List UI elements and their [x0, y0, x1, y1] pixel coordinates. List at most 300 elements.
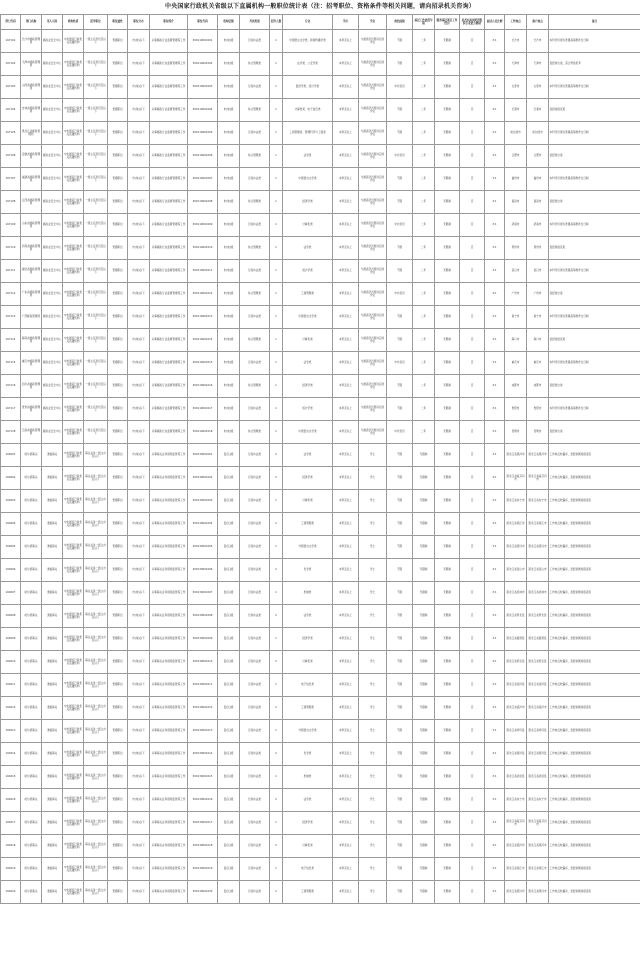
table-cell: 3:1: [485, 421, 505, 444]
table-cell: 本科及以上: [333, 536, 359, 559]
table-row: [1, 260, 640, 283]
table-row: [1, 398, 640, 421]
table-cell: 本科及以上: [333, 30, 359, 53]
table-cell: 中央国家行政机关直属机构: [63, 605, 84, 628]
table-cell: 本科及以上: [333, 76, 359, 99]
table-cell: 300130001019: [188, 858, 218, 881]
table-cell: 300110001002: [188, 53, 218, 76]
table-cell: 167108: [1, 191, 21, 214]
table-cell: 否: [460, 766, 485, 789]
table-cell: 哈尔滨海关: [21, 766, 42, 789]
table-cell: 169219: [1, 858, 21, 881]
table-cell: 300110001001: [188, 30, 218, 53]
table-row: [1, 283, 640, 306]
table-cell: 海关业务一级主办及以下: [84, 835, 108, 858]
table-cell: 中央国家行政机关直属机构: [63, 145, 84, 168]
table-cell: 黑龙江省黑河市: [527, 444, 549, 467]
table-cell: 市(地)以下: [128, 53, 150, 76]
table-cell: 海关业务一级主办及以下: [84, 582, 108, 605]
table-cell: 综合管理类: [240, 329, 270, 352]
table-cell: 工作地点较偏远，需经常倒班值夜班: [549, 559, 640, 582]
column-header: 机构层级: [218, 15, 240, 30]
table-cell: 县(区)级: [218, 858, 240, 881]
table-cell: 中央国家行政机关直属机构: [63, 375, 84, 398]
table-cell: 市(地)以下: [128, 513, 150, 536]
table-cell: 中央国家行政机关直属机构: [63, 674, 84, 697]
table-cell: 重庆市: [505, 352, 527, 375]
table-cell: 否: [460, 513, 485, 536]
table-cell: 河南省邮政管理局: [21, 237, 42, 260]
table-cell: 本科及以上: [333, 766, 359, 789]
table-cell: 长春市: [527, 99, 549, 122]
table-cell: 学士: [359, 467, 387, 490]
column-header: 职位代码: [188, 15, 218, 30]
table-cell: 3:1: [485, 881, 505, 904]
table-cell: 县(区)级: [218, 674, 240, 697]
table-cell: 普通职位: [108, 467, 128, 490]
table-cell: 南宁市: [505, 306, 527, 329]
table-cell: 中央国家行政机关直属机构: [63, 490, 84, 513]
table-cell: 2: [270, 444, 283, 467]
table-cell: 3:1: [485, 582, 505, 605]
table-cell: 无限制: [435, 306, 460, 329]
table-cell: 市(地)以下: [128, 375, 150, 398]
table-cell: 无限制: [413, 881, 435, 904]
table-cell: 3:1: [485, 766, 505, 789]
table-cell: 市(地)以下: [128, 812, 150, 835]
table-cell: 本科及以上: [333, 490, 359, 513]
column-header: 部门代码: [1, 15, 21, 30]
table-cell: 中央国家行政机关直属机构: [63, 122, 84, 145]
table-cell: 普通职位: [108, 145, 128, 168]
table-cell: 市(地)级: [218, 421, 240, 444]
table-cell: 3:1: [485, 191, 505, 214]
table-cell: 3:1: [485, 260, 505, 283]
table-cell: 普通职位: [108, 30, 128, 53]
table-cell: 综合管理类: [240, 237, 270, 260]
table-cell: 行政执法类: [240, 536, 270, 559]
table-cell: 169216: [1, 789, 21, 812]
table-cell: 300130001004: [188, 513, 218, 536]
table-cell: 167111: [1, 260, 21, 283]
table-cell: 不限: [387, 697, 413, 720]
table-cell: 与最高学历相对应的学位: [359, 375, 387, 398]
table-cell: 否: [460, 122, 485, 145]
table-cell: 169203: [1, 490, 21, 513]
table-cell: 从事海关业务现场监管等工作: [150, 467, 188, 490]
table-cell: 行政执法类: [240, 605, 270, 628]
table-cell: 1: [270, 76, 283, 99]
table-cell: 否: [460, 467, 485, 490]
table-cell: 中央国家行政机关直属机构: [63, 30, 84, 53]
table-cell: 法学类: [283, 605, 333, 628]
table-cell: 黑龙江省绥芬河市: [527, 812, 549, 835]
table-cell: 四川省邮政管理局: [21, 375, 42, 398]
table-cell: 无限制: [435, 582, 460, 605]
table-cell: 统计学类: [283, 260, 333, 283]
table-cell: 哈尔滨海关: [21, 513, 42, 536]
table-cell: 黑龙江省绥芬河市: [527, 467, 549, 490]
table-cell: 本科及以上: [333, 398, 359, 421]
table-cell: 300130001013: [188, 720, 218, 743]
table-cell: 计算机类: [283, 490, 333, 513]
table-cell: 黑龙江省抚远市: [505, 536, 527, 559]
table-row: [1, 30, 640, 53]
table-cell: 不限: [387, 582, 413, 605]
table-row: [1, 306, 640, 329]
table-cell: 普通职位: [108, 398, 128, 421]
table-cell: 行政执法类: [240, 651, 270, 674]
table-cell: 中央国家行政机关直属机构: [63, 191, 84, 214]
table-cell: 中共党员: [387, 352, 413, 375]
table-cell: 中共党员: [387, 283, 413, 306]
table-cell: 否: [460, 490, 485, 513]
table-cell: 县(区)级: [218, 812, 240, 835]
table-cell: 无限制: [413, 697, 435, 720]
table-cell: 3:1: [485, 720, 505, 743]
table-cell: 黑龙江省同江市: [505, 858, 527, 881]
table-cell: 中央国家行政机关直属机构: [63, 536, 84, 559]
table-cell: 中央国家行政机关直属机构: [63, 766, 84, 789]
table-cell: 工作地点较偏远，需经常倒班值夜班: [549, 536, 640, 559]
table-cell: 市(地)以下: [128, 122, 150, 145]
table-cell: 无限制: [435, 720, 460, 743]
table-cell: 二年: [413, 398, 435, 421]
table-cell: 长沙市邮政管理局: [21, 30, 42, 53]
table-cell: 市(地)级: [218, 237, 240, 260]
table-cell: 3:1: [485, 835, 505, 858]
table-cell: 167112: [1, 283, 21, 306]
table-cell: 哈尔滨海关: [21, 720, 42, 743]
table-cell: 普通职位: [108, 260, 128, 283]
column-header: 职位简介: [150, 15, 188, 30]
table-cell: 市(地)以下: [128, 191, 150, 214]
table-cell: 从事海关业务现场监管等工作: [150, 651, 188, 674]
table-cell: 本科及以上: [333, 743, 359, 766]
table-cell: 本科及以上: [333, 122, 359, 145]
table-cell: 中央国家行政机关直属机构: [63, 214, 84, 237]
table-cell: 市(地)以下: [128, 605, 150, 628]
table-cell: 黑龙江省绥芬河市: [505, 467, 527, 490]
table-cell: 武汉市: [527, 260, 549, 283]
table-cell: 学士: [359, 881, 387, 904]
table-cell: 市(地)级: [218, 329, 240, 352]
table-cell: 不限: [387, 122, 413, 145]
table-cell: 二年: [413, 122, 435, 145]
table-cell: 市(地)以下: [128, 306, 150, 329]
table-cell: 法学类: [283, 352, 333, 375]
table-cell: 市(地)以下: [128, 536, 150, 559]
table-cell: 167106: [1, 145, 21, 168]
table-cell: 县(区)级: [218, 628, 240, 651]
table-cell: 市(地)以下: [128, 720, 150, 743]
table-cell: 哈尔滨海关: [21, 674, 42, 697]
table-cell: 湖北省邮政管理局: [21, 260, 42, 283]
table-cell: 不限: [387, 812, 413, 835]
table-cell: 行政执法类: [240, 812, 270, 835]
table-cell: 与最高学历相对应的学位: [359, 30, 387, 53]
table-cell: 从事邮政行业监督管理等工作: [150, 168, 188, 191]
table-cell: 1: [270, 536, 283, 559]
table-cell: 从事海关业务现场监管等工作: [150, 858, 188, 881]
table-cell: 市(地)以下: [128, 674, 150, 697]
table-cell: 工作地点较偏远，需经常倒班值夜班: [549, 835, 640, 858]
table-cell: 广州市: [505, 283, 527, 306]
table-cell: 县(区)级: [218, 513, 240, 536]
table-cell: 法学类: [283, 145, 333, 168]
table-cell: 普通职位: [108, 53, 128, 76]
table-cell: 普通职位: [108, 421, 128, 444]
table-cell: 与最高学历相对应的学位: [359, 237, 387, 260]
table-cell: 无限制: [435, 76, 460, 99]
table-cell: 海关业务一级主办及以下: [84, 536, 108, 559]
table-cell: 一级主任科员及以下: [84, 122, 108, 145]
table-cell: 300130001012: [188, 697, 218, 720]
table-cell: 300110001018: [188, 421, 218, 444]
table-cell: 黑龙江省呼玛县: [505, 720, 527, 743]
table-cell: 福州市: [527, 168, 549, 191]
table-cell: 行政执法类: [240, 352, 270, 375]
table-cell: 市(地)以下: [128, 444, 150, 467]
table-cell: 一级主任科员及以下: [84, 329, 108, 352]
table-cell: 学士: [359, 720, 387, 743]
table-row: [1, 99, 640, 122]
table-cell: 工商管理类: [283, 697, 333, 720]
table-cell: 需经常出差: [549, 421, 640, 444]
table-cell: 邮政业安全中心: [42, 99, 63, 122]
table-cell: 169205: [1, 536, 21, 559]
table-cell: 经济学类、统计学类: [283, 76, 333, 99]
table-cell: 否: [460, 76, 485, 99]
table-cell: 一级主任科员及以下: [84, 214, 108, 237]
column-header: 学位: [359, 15, 387, 30]
table-cell: 邮政业安全中心: [42, 30, 63, 53]
table-cell: 不限: [387, 628, 413, 651]
table-cell: 行政执法类: [240, 582, 270, 605]
table-cell: 黑龙江省东宁市: [527, 789, 549, 812]
table-cell: 黑龙江省漠河市: [505, 697, 527, 720]
table-cell: 不限: [387, 559, 413, 582]
table-cell: 不限: [387, 306, 413, 329]
table-cell: 二年: [413, 352, 435, 375]
table-cell: 3:1: [485, 352, 505, 375]
table-cell: 1: [270, 812, 283, 835]
column-header: 基层工作最低年限: [413, 15, 435, 30]
table-cell: 工作地点较偏远，需经常倒班值夜班: [549, 467, 640, 490]
table-row: [1, 329, 640, 352]
table-row: [1, 421, 640, 444]
table-cell: 否: [460, 306, 485, 329]
table-cell: 中央国家行政机关直属机构: [63, 421, 84, 444]
table-cell: 从事邮政行业监督管理等工作: [150, 30, 188, 53]
table-cell: 一级主任科员及以下: [84, 283, 108, 306]
column-header: 工作地点: [505, 15, 527, 30]
table-cell: 不限: [387, 720, 413, 743]
table-cell: 无限制: [413, 444, 435, 467]
table-cell: 昆明市: [527, 421, 549, 444]
table-cell: 本科及以上: [333, 168, 359, 191]
table-cell: 学士: [359, 743, 387, 766]
table-cell: 本科及以上: [333, 352, 359, 375]
table-cell: 否: [460, 812, 485, 835]
table-cell: 中央国家行政机关直属机构: [63, 467, 84, 490]
table-cell: 普通职位: [108, 444, 128, 467]
table-cell: 黑龙江省虎林市: [505, 582, 527, 605]
table-cell: 化学类: [283, 743, 333, 766]
table-cell: 海关业务一级主办及以下: [84, 766, 108, 789]
table-cell: 市(地)以下: [128, 858, 150, 881]
table-cell: 本科及以上: [333, 145, 359, 168]
table-cell: 3:1: [485, 329, 505, 352]
table-cell: 中国语言文学类: [283, 421, 333, 444]
table-cell: 无限制: [435, 858, 460, 881]
table-cell: 300130001003: [188, 490, 218, 513]
table-cell: 市(地)以下: [128, 881, 150, 904]
table-cell: 否: [460, 214, 485, 237]
table-cell: 隶属海关: [42, 766, 63, 789]
table-cell: 167115: [1, 352, 21, 375]
table-cell: 300130001005: [188, 536, 218, 559]
table-cell: 经济学类: [283, 375, 333, 398]
table-cell: 本科及以上: [333, 421, 359, 444]
table-cell: 海关业务一级主办及以下: [84, 720, 108, 743]
table-cell: 工商管理类: [283, 881, 333, 904]
table-cell: 哈尔滨海关: [21, 467, 42, 490]
table-cell: 邮政业安全中心: [42, 375, 63, 398]
table-cell: 山西省邮政管理局: [21, 76, 42, 99]
table-cell: 300130001002: [188, 467, 218, 490]
table-cell: 黑龙江省逊克县: [527, 651, 549, 674]
table-cell: 从事海关业务现场监管等工作: [150, 559, 188, 582]
table-cell: 中央国家行政机关直属机构: [63, 76, 84, 99]
table-cell: 本科及以上: [333, 444, 359, 467]
table-cell: 黑龙江省塔河县: [505, 743, 527, 766]
table-cell: 无限制: [435, 30, 460, 53]
table-cell: 否: [460, 743, 485, 766]
table-cell: 黑龙江省萝北县: [505, 605, 527, 628]
table-cell: 县(区)级: [218, 789, 240, 812]
table-cell: 167113: [1, 306, 21, 329]
table-cell: 海关业务一级主办及以下: [84, 697, 108, 720]
table-cell: 167114: [1, 329, 21, 352]
table-cell: 不限: [387, 30, 413, 53]
table-cell: 吉林省邮政管理局: [21, 99, 42, 122]
table-cell: 隶属海关: [42, 559, 63, 582]
table-cell: 普通职位: [108, 306, 128, 329]
document-title: 中央国家行政机关省级以下直属机构一般职位统计表（注：招考职位、资格条件等相关问题，请向招录机关咨询）: [164, 3, 475, 10]
table-cell: 本科及以上: [333, 260, 359, 283]
table-cell: 隶属海关: [42, 444, 63, 467]
table-cell: 一级主任科员及以下: [84, 30, 108, 53]
positions-table: [0, 14, 640, 904]
table-cell: 市(地)以下: [128, 467, 150, 490]
table-cell: 300130001006: [188, 559, 218, 582]
table-cell: 邮政业安全中心: [42, 122, 63, 145]
table-cell: 邮政业安全中心: [42, 145, 63, 168]
table-cell: 普通职位: [108, 191, 128, 214]
table-cell: 邮政业安全中心: [42, 214, 63, 237]
table-cell: 3:1: [485, 697, 505, 720]
table-cell: 300110001004: [188, 99, 218, 122]
table-cell: 需经常出差: [549, 283, 640, 306]
table-cell: 300130001009: [188, 628, 218, 651]
table-cell: 2: [270, 743, 283, 766]
table-cell: 市(地)以下: [128, 237, 150, 260]
table-cell: 市(地)以下: [128, 743, 150, 766]
table-cell: 本科学历须为普通高等教育全日制: [549, 398, 640, 421]
table-cell: 行政执法类: [240, 490, 270, 513]
table-cell: 哈尔滨海关: [21, 789, 42, 812]
table-cell: 167101: [1, 30, 21, 53]
table-cell: 2: [270, 789, 283, 812]
table-cell: 普通职位: [108, 789, 128, 812]
table-cell: 市(地)以下: [128, 283, 150, 306]
table-cell: 不限: [387, 260, 413, 283]
table-row: [1, 168, 640, 191]
table-cell: 1: [270, 352, 283, 375]
table-cell: 否: [460, 421, 485, 444]
table-row: [1, 214, 640, 237]
table-cell: 无限制: [435, 237, 460, 260]
table-cell: 市(地)级: [218, 76, 240, 99]
table-cell: 隶属海关: [42, 628, 63, 651]
table-cell: 不限: [387, 237, 413, 260]
table-cell: 从事海关业务现场监管等工作: [150, 835, 188, 858]
table-cell: 海关业务一级主办及以下: [84, 674, 108, 697]
table-cell: 学士: [359, 651, 387, 674]
table-cell: 否: [460, 536, 485, 559]
table-row: [1, 743, 640, 766]
table-cell: 169217: [1, 812, 21, 835]
table-cell: 行政执法类: [240, 835, 270, 858]
table-cell: 1: [270, 260, 283, 283]
table-cell: 普通职位: [108, 697, 128, 720]
table-cell: 重庆市: [527, 352, 549, 375]
table-cell: 中央国家行政机关直属机构: [63, 628, 84, 651]
table-cell: 300110001017: [188, 398, 218, 421]
table-cell: 需经常出差，适合男性报考: [549, 53, 640, 76]
table-cell: 一级主任科员及以下: [84, 53, 108, 76]
table-cell: 3:1: [485, 812, 505, 835]
table-cell: 本科及以上: [333, 214, 359, 237]
table-cell: 300130001011: [188, 674, 218, 697]
table-cell: 300130001010: [188, 651, 218, 674]
table-row: [1, 651, 640, 674]
table-cell: 中央国家行政机关直属机构: [63, 260, 84, 283]
table-cell: 工作地点较偏远，需经常倒班值夜班: [549, 812, 640, 835]
table-cell: 中央国家行政机关直属机构: [63, 329, 84, 352]
table-cell: 黑龙江省邮政管理局: [21, 122, 42, 145]
table-row: [1, 674, 640, 697]
table-cell: 邮政业安全中心: [42, 76, 63, 99]
table-cell: 海关业务一级主办及以下: [84, 858, 108, 881]
table-cell: 与最高学历相对应的学位: [359, 145, 387, 168]
table-cell: 工作地点较偏远，需经常倒班值夜班: [549, 697, 640, 720]
table-cell: 海口市: [505, 329, 527, 352]
table-cell: 广西邮政管理局: [21, 306, 42, 329]
table-cell: 与最高学历相对应的学位: [359, 260, 387, 283]
table-cell: 一级主任科员及以下: [84, 145, 108, 168]
table-cell: 300110001012: [188, 283, 218, 306]
table-cell: 不限: [387, 605, 413, 628]
table-cell: 300110001013: [188, 306, 218, 329]
table-cell: 南昌市: [505, 191, 527, 214]
table-cell: 隶属海关: [42, 743, 63, 766]
table-cell: 1: [270, 375, 283, 398]
table-cell: 行政执法类: [240, 30, 270, 53]
table-cell: 从事邮政行业监督管理等工作: [150, 53, 188, 76]
table-cell: 邮政业安全中心: [42, 53, 63, 76]
